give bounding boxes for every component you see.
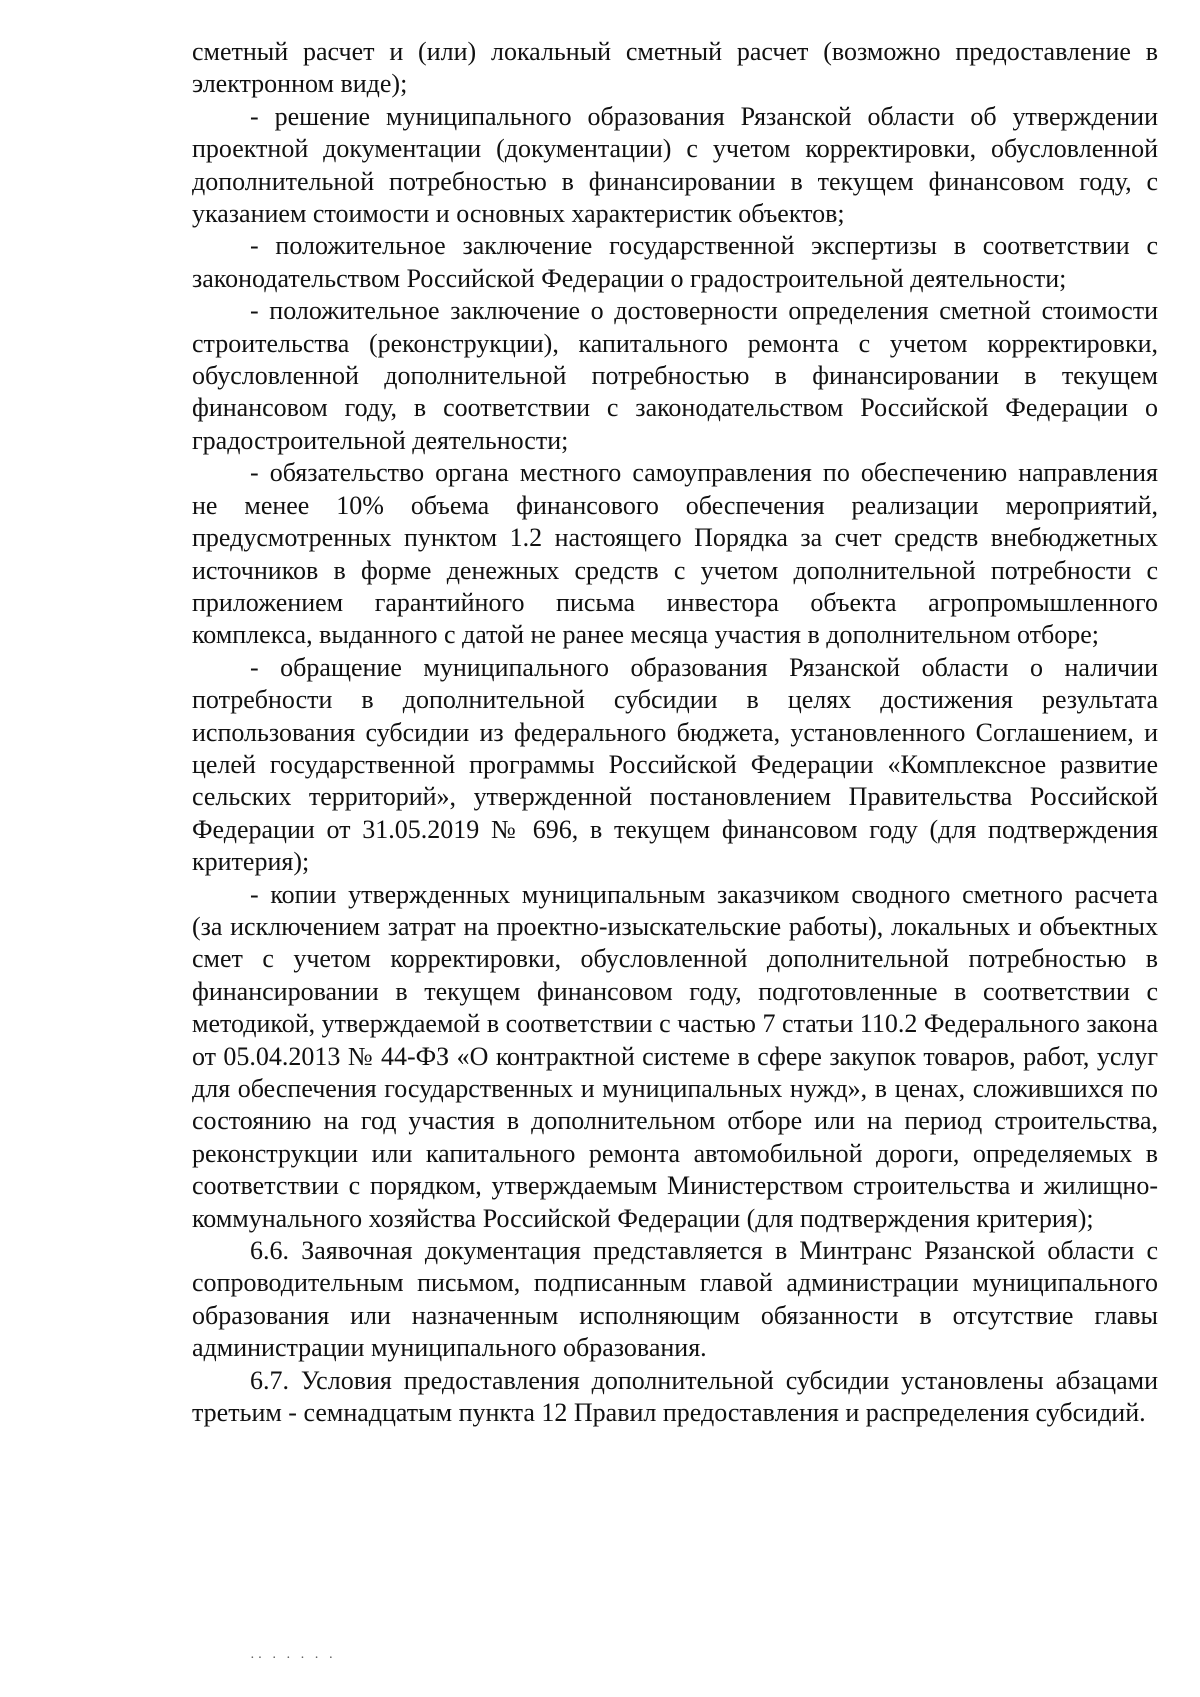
paragraph-estimate-copies: - копии утвержденных муниципальным заказчиком сводного сметного расчета (за исключением затрат на проектно-изыскательские работы), локальных и объектных смет с учетом корректировки, обусловленной дополнительной потребностью в финансировании в текущем финансовом году, подготовленные в соответствии с методикой, утверждаемой в соответствии с частью 7 статьи 110.2 Федерального закона от 05.04.2013 № 44-ФЗ «О контрактной системе в сфере закупок товаров, работ, услуг для обеспечения государственных и муниципальных нужд», в ценах, сложившихся по состоянию на год участия в дополнительном отборе или на период строительства, реконструкции или капитального ремонта автомобильной дороги, определяемых в соответствии с порядком, утверждаемым Министерством строительства и жилищно-коммунального хозяйства Российской Федерации (для подтверждения критерия);: [192, 879, 1158, 1233]
paragraph-subsidy-request: - обращение муниципального образования Рязанской области о наличии потребности в дополнительной субсидии в целях достижения результата использования субсидии из федерального бюджета, установленного Соглашением, и целей государственной программы Российской Федерации «Комплексное развитие сельских территорий», утвержденной постановлением Правительства Российской Федерации от 31.05.2019 № 696, в текущем финансовом году (для подтверждения критерия);: [192, 652, 1158, 877]
paragraph-design-approval: - решение муниципального образования Рязанской области об утверждении проектной документации (документации) с учетом корректировки, обусловленной дополнительной потребностью в финансировании в текущем финансовом году, с указанием стоимости и основных характеристик объектов;: [192, 101, 1158, 229]
paragraph-estimate-continuation: сметный расчет и (или) локальный сметный расчет (возможно предоставление в электронном виде);: [192, 37, 1158, 99]
paragraph-local-obligation: - обязательство органа местного самоуправления по обеспечению направления не менее 10% объема финансового обеспечения реализации мероприятий, предусмотренных пунктом 1.2 настоящего Порядка за счет средств внебюджетных источников в форме денежных средств с учетом дополнительной потребности с приложением гарантийного письма инвестора объекта агропромышленного комплекса, выданного с датой не ранее месяца участия в дополнительном отборе;: [192, 458, 1158, 650]
paragraph-cost-reliability: - положительное заключение о достоверности определения сметной стоимости строительства (реконструкции), капитального ремонта с учетом корректировки, обусловленной дополнительной потребностью в финансировании в текущем финансовом году, в соответствии с законодательством Российской Федерации о градостроительной деятельности;: [192, 296, 1158, 455]
document-body: [192, 36, 1158, 1429]
scan-specks: ·· · · · · ·: [250, 1651, 337, 1666]
paragraph-state-expertise: - положительное заключение государственной экспертизы в соответствии с законодательством Российской Федерации о градостроительной деятельности;: [192, 231, 1158, 293]
paragraph-section-6-6: 6.6. Заявочная документация представляется в Минтранс Рязанской области с сопроводительным письмом, подписанным главой администрации муниципального образования или назначенным исполняющим обязанности в отсутствие главы администрации муниципального образования.: [192, 1236, 1158, 1363]
paragraph-section-6-7: 6.7. Условия предоставления дополнительной субсидии установлены абзацами третьим - семнадцатым пункта 12 Правил предоставления и распределения субсидий.: [192, 1365, 1158, 1428]
